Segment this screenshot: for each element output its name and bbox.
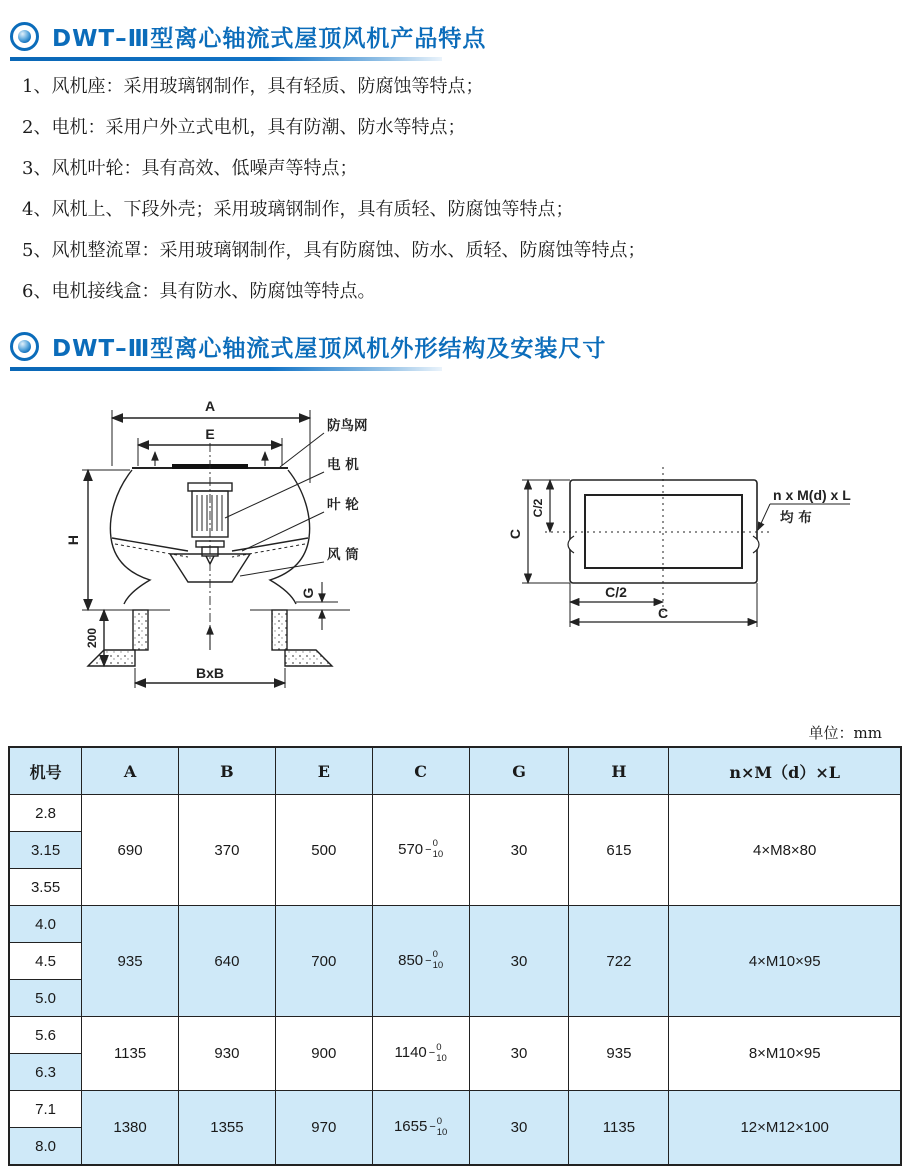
c-tolerance-lower: 10 [436,1126,448,1138]
feature-item-1: 1、风机座：采用玻璃钢制作，具有轻质、防腐蚀等特点； [22,76,484,97]
cell-e: 970 [275,1091,372,1166]
cell-h: 1135 [569,1091,669,1166]
cell-a: 935 [82,906,179,1017]
model-cell: 5.6 [9,1017,82,1054]
cell-bolts: 8×M10×95 [669,1017,901,1091]
callout-bolt-spec-label: n x M(d) x L [773,487,851,503]
col-header-model: 机号 [9,747,82,795]
cell-c [372,906,469,1017]
feature-item-4: 4、风机上、下段外壳；采用玻璃钢制作，具有质轻、防腐蚀等特点； [22,199,574,220]
model-cell: 6.3 [9,1054,82,1091]
feature-item-5: 5、风机整流罩：采用玻璃钢制作，具有防腐蚀、防水、质轻、防腐蚀等特点； [22,240,646,261]
callout-motor-label: 电 机 [327,457,359,473]
c-tolerance-lower: 10 [432,849,444,860]
cell-e: 900 [275,1017,372,1091]
col-header-e: E [275,747,372,795]
model-cell: 4.5 [9,943,82,980]
c-tolerance-upper: 0 [436,1115,443,1127]
model-cell: 5.0 [9,980,82,1017]
model-cell: 3.15 [9,832,82,869]
cell-h: 615 [569,795,669,906]
cell-e: 500 [275,795,372,906]
c-tolerance-minus: − [428,1047,436,1059]
c-tolerance-lower: 10 [436,1052,447,1064]
callout-impeller-label: 叶 轮 [327,497,359,513]
cell-h: 935 [569,1017,669,1091]
c-value: 570 [398,840,424,858]
c-value: 1140 [394,1044,427,1062]
unit-label: 单位：mm [808,724,882,742]
feature-item-2: 2、电机：采用户外立式电机，具有防潮、防水等特点； [22,117,466,138]
cell-b: 930 [179,1017,276,1091]
section-underline-bar [10,57,442,61]
cell-a: 690 [82,795,179,906]
table-row [9,1091,901,1128]
section-bullet-icon [10,332,39,361]
callout-evenly-distributed-label: 均 布 [780,510,812,526]
model-cell: 3.55 [9,869,82,906]
cell-h: 722 [569,906,669,1017]
c-tolerance-minus: − [425,843,432,856]
cell-e: 700 [275,906,372,1017]
cell-bolts: 4×M10×95 [669,906,901,1017]
c-tolerance-upper: 0 [432,838,438,850]
cell-c [372,795,469,906]
section-title-features: DWT–Ⅲ型离心轴流式屋顶风机产品特点 [52,26,487,52]
feature-item-6: 6、电机接线盒：具有防水、防腐蚀等特点。 [22,281,376,302]
dim-label-h: H [65,534,81,546]
col-header-b: B [179,747,276,795]
c-tolerance-minus: − [425,954,432,967]
col-header-g: G [469,747,569,795]
c-tolerance-minus: − [429,1121,436,1133]
callout-duct-label: 风 筒 [327,547,359,563]
dim-label-e: E [205,426,215,442]
cell-a: 1135 [82,1017,179,1091]
cell-bolts: 12×M12×100 [669,1091,901,1166]
section-dimensions-header [10,330,606,371]
c-tolerance-upper: 0 [436,1041,442,1053]
col-header-a: A [82,747,179,795]
cell-bolts: 4×M8×80 [669,795,901,906]
model-cell: 4.0 [9,906,82,943]
table-header-row [9,747,901,795]
table-row [9,795,901,832]
c-value: 850 [398,951,424,969]
section-features-header [10,20,486,61]
cell-c [372,1091,469,1166]
dim-label-c2-left: C/2 [531,498,545,518]
cell-a: 1380 [82,1091,179,1166]
section-title-dimensions: DWT–Ⅲ型离心轴流式屋顶风机外形结构及安装尺寸 [52,336,607,362]
c-value: 1655 [393,1118,428,1136]
model-cell: 7.1 [9,1091,82,1128]
col-header-c: C [372,747,469,795]
cell-b: 370 [179,795,276,906]
model-cell: 2.8 [9,795,82,832]
cell-c [372,1017,469,1091]
cell-g: 30 [469,906,569,1017]
cell-g: 30 [469,1091,569,1166]
table-row [9,906,901,943]
dim-label-c2-bottom: C/2 [605,584,627,600]
model-cell: 8.0 [9,1128,82,1166]
cell-g: 30 [469,1017,569,1091]
cell-b: 640 [179,906,276,1017]
c-tolerance-upper: 0 [432,949,438,961]
cell-b: 1355 [179,1091,276,1166]
dim-label-200: 200 [85,627,99,649]
dimensions-table [8,746,902,1166]
dim-label-bxb: BxB [195,665,225,681]
col-header-bolts: n×M（d）×L [669,747,901,795]
dim-label-c-left: C [507,528,523,540]
cell-g: 30 [469,795,569,906]
fan-cross-section-diagram [60,388,390,710]
dim-label-c-bottom: C [657,605,669,621]
feature-item-3: 3、风机叶轮：具有高效、低噪声等特点； [22,158,358,179]
callout-bird-net-label: 防鸟网 [327,418,368,434]
dim-label-a: A [204,398,216,414]
mounting-flange-top-view-diagram [470,442,910,657]
table-row [9,1017,901,1054]
col-header-h: H [569,747,669,795]
dim-label-g: G [300,587,316,599]
section-underline-bar [10,367,442,371]
section-bullet-icon [10,22,39,51]
c-tolerance-lower: 10 [432,960,444,971]
